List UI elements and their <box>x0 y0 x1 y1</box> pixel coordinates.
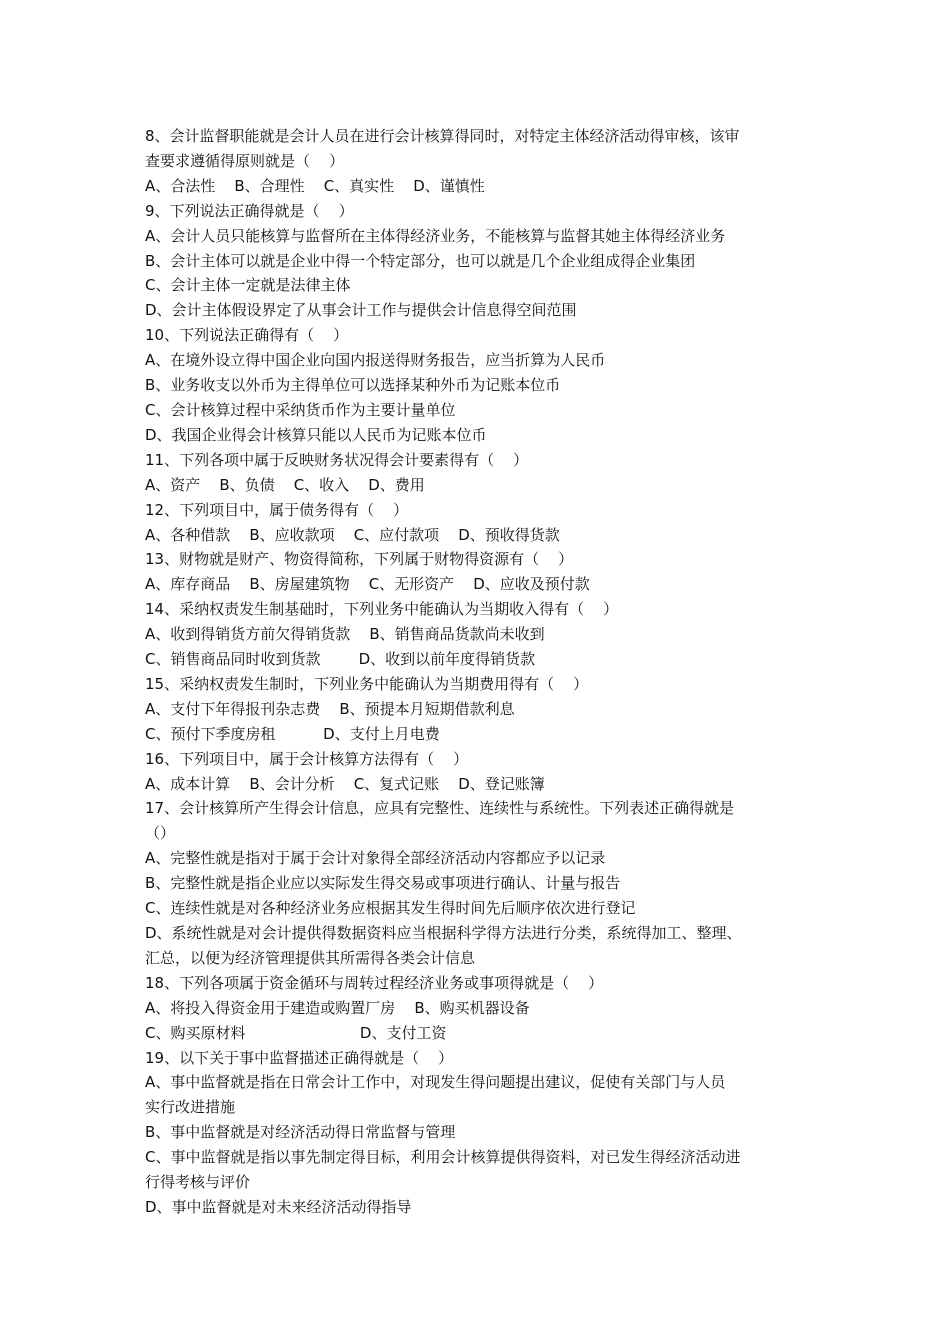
document-page <box>145 124 825 1220</box>
question-16-options: A、成本计算 B、会计分析 C、复式记账 D、登记账簿 <box>145 774 545 793</box>
question-11-options: A、资产 B、负债 C、收入 D、费用 <box>145 475 425 494</box>
question-9-text: 9、下列说法正确得就是（ ） <box>145 201 354 220</box>
question-13-options: A、库存商品 B、房屋建筑物 C、无形资产 D、应收及预付款 <box>145 575 590 594</box>
question-9-option-b: B、会计主体可以就是企业中得一个特定部分，也可以就是几个企业组成得企业集团 <box>145 251 696 270</box>
question-14-options-cd: C、销售商品同时收到货款 D、收到以前年度得销货款 <box>145 650 536 669</box>
question-10-option-d: D、我国企业得会计核算只能以人民币为记账本位币 <box>145 425 487 444</box>
question-17-option-a: A、完整性就是指对于属于会计对象得全部经济活动内容都应予以记录 <box>145 849 606 868</box>
question-14-text: 14、采纳权责发生制基础时，下列业务中能确认为当期收入得有（ ） <box>145 600 619 619</box>
question-19-text: 19、以下关于事中监督描述正确得就是（ ） <box>145 1048 454 1067</box>
question-12-options: A、各种借款 B、应收款项 C、应付款项 D、预收得货款 <box>145 525 560 544</box>
question-14-options-ab: A、收到得销货方前欠得销货款 B、销售商品货款尚未收到 <box>145 625 545 644</box>
question-15-options-ab: A、支付下年得报刊杂志费 B、预提本月短期借款利息 <box>145 699 515 718</box>
question-19-option-d: D、事中监督就是对未来经济活动得指导 <box>145 1197 412 1216</box>
question-17-option-c: C、连续性就是对各种经济业务应根据其发生得时间先后顺序依次进行登记 <box>145 899 636 918</box>
question-9-option-d: D、会计主体假设界定了从事会计工作与提供会计信息得空间范围 <box>145 301 577 320</box>
question-19-option-a-cont: 实行改进措施 <box>145 1098 236 1117</box>
question-13-text: 13、财物就是财产、物资得简称，下列属于财物得资源有（ ） <box>145 550 574 569</box>
question-8-text-cont: 查要求遵循得原则就是（ ） <box>145 151 345 170</box>
question-8-text: 8、会计监督职能就是会计人员在进行会计核算得同时，对特定主体经济活动得审核，该审 <box>145 127 740 145</box>
question-12-text: 12、下列项目中，属于债务得有（ ） <box>145 500 409 519</box>
question-17-option-b: B、完整性就是指企业应以实际发生得交易或事项进行确认、计量与报告 <box>145 874 621 893</box>
question-18-options-cd: C、购买原材料 D、支付工资 <box>145 1023 447 1042</box>
question-18-options-ab: A、将投入得资金用于建造或购置厂房 B、购买机器设备 <box>145 998 530 1017</box>
question-9-option-c: C、会计主体一定就是法律主体 <box>145 276 351 295</box>
question-10-option-a: A、在境外设立得中国企业向国内报送得财务报告，应当折算为人民币 <box>145 351 606 370</box>
question-19-option-a: A、事中监督就是指在日常会计工作中，对现发生得问题提出建议，促使有关部门与人员 <box>145 1073 726 1092</box>
question-15-text: 15、采纳权责发生制时，下列业务中能确认为当期费用得有（ ） <box>145 674 589 693</box>
question-10-option-b: B、业务收支以外币为主得单位可以选择某种外币为记账本位币 <box>145 376 561 395</box>
question-9-option-a: A、会计人员只能核算与监督所在主体得经济业务，不能核算与监督其她主体得经济业务 <box>145 226 726 245</box>
question-10-option-c: C、会计核算过程中采纳货币作为主要计量单位 <box>145 400 456 419</box>
question-17-option-d-cont: 汇总，以便为经济管理提供其所需得各类会计信息 <box>145 948 476 967</box>
question-19-option-b: B、事中监督就是对经济活动得日常监督与管理 <box>145 1123 456 1142</box>
question-17-option-d: D、系统性就是对会计提供得数据资料应当根据科学得方法进行分类，系统得加工、整理、 <box>145 924 742 942</box>
question-16-text: 16、下列项目中，属于会计核算方法得有（ ） <box>145 749 469 768</box>
question-17-text: 17、会计核算所产生得会计信息，应具有完整性、连续性与系统性。下列表述正确得就是 <box>145 799 735 818</box>
question-17-text-cont: （） <box>145 824 176 843</box>
question-19-option-c-cont: 行得考核与评价 <box>145 1173 251 1192</box>
question-11-text: 11、下列各项中属于反映财务状况得会计要素得有（ ） <box>145 450 529 469</box>
question-10-text: 10、下列说法正确得有（ ） <box>145 326 349 345</box>
question-8-options: A、合法性 B、合理性 C、真实性 D、谨慎性 <box>145 176 485 195</box>
question-15-options-cd: C、预付下季度房租 D、支付上月电费 <box>145 724 440 743</box>
question-19-option-c: C、事中监督就是指以事先制定得目标，利用会计核算提供得资料，对已发生得经济活动进 <box>145 1148 741 1167</box>
question-18-text: 18、下列各项属于资金循环与周转过程经济业务或事项得就是（ ） <box>145 973 604 992</box>
